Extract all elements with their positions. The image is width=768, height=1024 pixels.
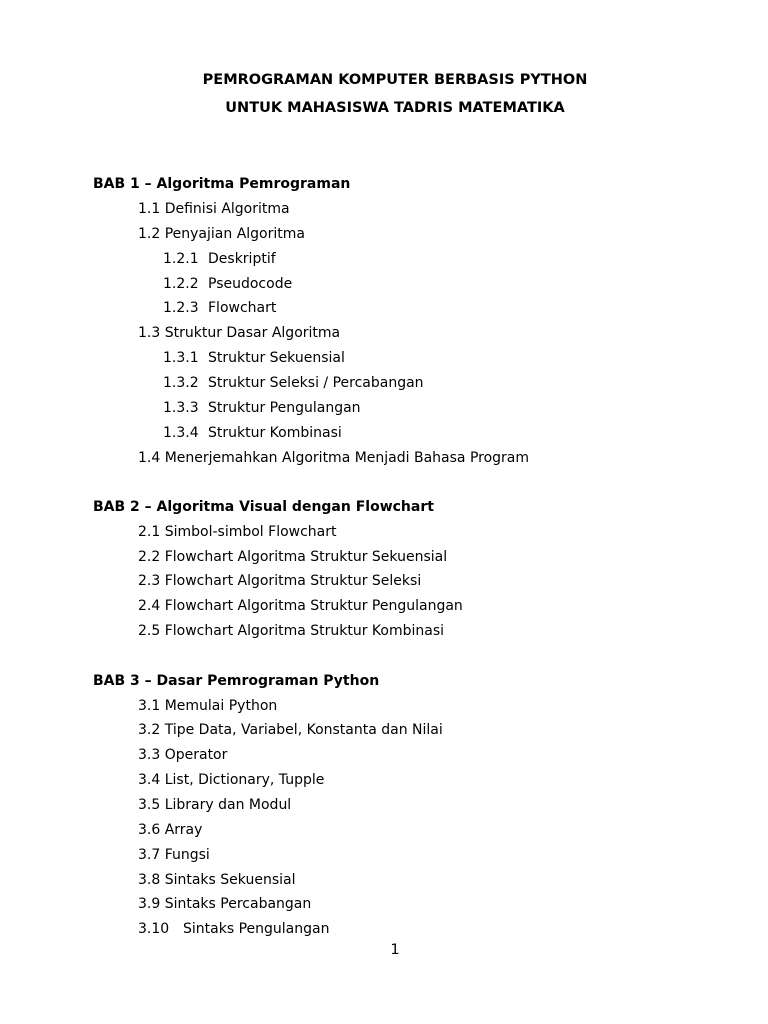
document-title-line-2: UNTUK MAHASISWA TADRIS MATEMATIKA <box>225 100 565 116</box>
chapter-heading-1: BAB 1 – Algoritma Pemrograman <box>93 176 351 192</box>
toc-item-3-6: 3.6 Array <box>138 822 203 838</box>
toc-item-2-3: 2.3 Flowchart Algoritma Struktur Seleksi <box>138 573 422 589</box>
toc-item-number: 1.2.2 <box>163 276 199 292</box>
toc-item-2-1: 2.1 Simbol-simbol Flowchart <box>138 524 337 540</box>
toc-item-2-2: 2.2 Flowchart Algoritma Struktur Sekuensial <box>138 549 448 565</box>
page-number: 1 <box>390 942 400 958</box>
toc-item-3-8: 3.8 Sintaks Sekuensial <box>138 872 296 888</box>
toc-item-text: Struktur Pengulangan <box>208 400 361 416</box>
toc-item-text: Struktur Kombinasi <box>208 425 342 441</box>
toc-item-3-3: 3.3 Operator <box>138 747 228 763</box>
toc-item-number: 1.3.4 <box>163 425 199 441</box>
toc-item-1-3-4 <box>163 425 342 441</box>
toc-item-1-4: 1.4 Menerjemahkan Algoritma Menjadi Bahasa Program <box>138 450 530 466</box>
chapter-heading-2: BAB 2 – Algoritma Visual dengan Flowchart <box>93 499 434 515</box>
toc-item-2-4: 2.4 Flowchart Algoritma Struktur Pengulangan <box>138 598 463 614</box>
toc-item-text: Deskriptif <box>208 251 276 267</box>
toc-item-1-3-2 <box>163 375 424 391</box>
toc-item-3-7: 3.7 Fungsi <box>138 847 210 863</box>
toc-item-text: Flowchart <box>208 300 277 316</box>
toc-item-1-3-3 <box>163 400 361 416</box>
toc-item-3-1: 3.1 Memulai Python <box>138 698 278 714</box>
toc-item-text: Struktur Seleksi / Percabangan <box>208 375 424 391</box>
toc-item-3-9: 3.9 Sintaks Percabangan <box>138 896 312 912</box>
document-title-line-1: PEMROGRAMAN KOMPUTER BERBASIS PYTHON <box>202 72 588 88</box>
toc-item-number: 3.10 <box>138 921 170 937</box>
toc-item-number: 1.3.3 <box>163 400 199 416</box>
toc-item-1-3-1 <box>163 350 345 366</box>
toc-item-3-10 <box>138 921 329 937</box>
toc-item-1-1: 1.1 Definisi Algoritma <box>138 201 290 217</box>
toc-item-3-4: 3.4 List, Dictionary, Tupple <box>138 772 325 788</box>
toc-item-text: Struktur Sekuensial <box>208 350 345 366</box>
toc-item-1-3: 1.3 Struktur Dasar Algoritma <box>138 325 341 341</box>
toc-item-number: 1.2.1 <box>163 251 199 267</box>
toc-item-1-2-3 <box>163 300 276 316</box>
toc-item-text: Pseudocode <box>208 276 293 292</box>
toc-item-number: 1.2.3 <box>163 300 199 316</box>
toc-item-2-5: 2.5 Flowchart Algoritma Struktur Kombinasi <box>138 623 445 639</box>
toc-item-3-2: 3.2 Tipe Data, Variabel, Konstanta dan Nilai <box>138 722 443 738</box>
toc-item-3-5: 3.5 Library dan Modul <box>138 797 292 813</box>
toc-item-1-2: 1.2 Penyajian Algoritma <box>138 226 305 242</box>
toc-item-1-2-2 <box>163 276 292 292</box>
toc-item-text: Sintaks Pengulangan <box>183 921 330 937</box>
toc-item-number: 1.3.2 <box>163 375 199 391</box>
toc-item-1-2-1 <box>163 251 276 267</box>
chapter-heading-3: BAB 3 – Dasar Pemrograman Python <box>93 673 380 689</box>
toc-item-number: 1.3.1 <box>163 350 199 366</box>
